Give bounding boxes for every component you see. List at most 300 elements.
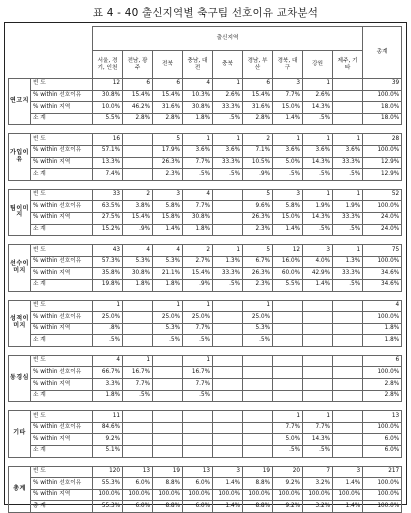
value-cell: 26.3% xyxy=(153,157,183,169)
value-cell xyxy=(183,434,213,446)
total-cell: 2.8% xyxy=(363,379,402,391)
value-cell xyxy=(213,335,243,347)
group-spacer xyxy=(9,180,402,189)
group-spacer xyxy=(9,402,402,411)
value-cell xyxy=(123,335,153,347)
value-cell: 1.4% xyxy=(333,478,363,490)
table-row xyxy=(9,367,402,379)
total-cell: 13 xyxy=(363,411,402,423)
value-cell: 8.8% xyxy=(243,478,273,490)
value-cell: 13.3% xyxy=(93,157,123,169)
value-cell: 10.0% xyxy=(93,102,123,114)
value-cell: 100.0% xyxy=(213,489,243,501)
value-cell xyxy=(153,446,183,458)
value-cell xyxy=(243,446,273,458)
value-cell: .5% xyxy=(183,390,213,402)
value-cell: 7.7% xyxy=(273,90,303,102)
value-cell: 5.8% xyxy=(153,201,183,213)
row-label: 소 계 xyxy=(31,390,93,402)
value-cell xyxy=(123,134,153,146)
value-cell: 3 xyxy=(333,466,363,478)
value-cell xyxy=(273,367,303,379)
value-cell: 5 xyxy=(153,134,183,146)
group-label: 팀이미지 xyxy=(9,189,31,235)
value-cell: .5% xyxy=(213,169,243,181)
value-cell: 7.7% xyxy=(123,379,153,391)
value-cell: 8.8% xyxy=(153,501,183,513)
total-column-header: 총계 xyxy=(363,27,402,79)
value-cell: 1 xyxy=(183,355,213,367)
row-label: % within 선호이유 xyxy=(31,422,93,434)
value-cell: 15.4% xyxy=(123,212,153,224)
table-row xyxy=(9,312,402,324)
value-cell: 2.8% xyxy=(123,113,153,125)
value-cell xyxy=(273,300,303,312)
value-cell xyxy=(273,312,303,324)
total-cell: 1.8% xyxy=(363,323,402,335)
value-cell xyxy=(123,434,153,446)
value-cell xyxy=(273,379,303,391)
table-row xyxy=(9,145,402,157)
value-cell: 15.2% xyxy=(93,224,123,236)
value-cell: 7.7% xyxy=(303,422,333,434)
value-cell xyxy=(333,379,363,391)
row-label: 빈 도 xyxy=(31,189,93,201)
value-cell xyxy=(213,201,243,213)
value-cell: .5% xyxy=(93,335,123,347)
value-cell: .5% xyxy=(333,169,363,181)
value-cell: 19 xyxy=(243,466,273,478)
crosstab-table xyxy=(8,26,402,513)
total-cell: 100.0% xyxy=(363,201,402,213)
total-cell: 217 xyxy=(363,466,402,478)
value-cell xyxy=(243,379,273,391)
value-cell: 14.3% xyxy=(303,102,333,114)
value-cell xyxy=(333,411,363,423)
value-cell: 1 xyxy=(303,79,333,91)
value-cell: 120 xyxy=(93,466,123,478)
value-cell: 1 xyxy=(213,245,243,257)
table-row xyxy=(9,224,402,236)
table-row xyxy=(9,466,402,478)
value-cell: 2.3% xyxy=(153,169,183,181)
value-cell: 33.3% xyxy=(213,102,243,114)
value-cell xyxy=(333,102,363,114)
value-cell: 7.7% xyxy=(183,157,213,169)
value-cell xyxy=(303,335,333,347)
group-spacer xyxy=(9,346,402,355)
value-cell: .5% xyxy=(273,169,303,181)
value-cell: 1 xyxy=(123,355,153,367)
value-cell: 21.1% xyxy=(153,268,183,280)
value-cell xyxy=(243,390,273,402)
table-row xyxy=(9,90,402,102)
value-cell: 4 xyxy=(153,245,183,257)
value-cell: 1.3% xyxy=(213,256,243,268)
value-cell: 43 xyxy=(93,245,123,257)
value-cell: 1.8% xyxy=(123,279,153,291)
value-cell: 1 xyxy=(243,300,273,312)
value-cell: 15.0% xyxy=(273,102,303,114)
total-cell: 100.0% xyxy=(363,489,402,501)
value-cell: 1.4% xyxy=(153,224,183,236)
value-cell xyxy=(213,367,243,379)
value-cell xyxy=(213,422,243,434)
value-cell: 3.6% xyxy=(333,145,363,157)
table-row xyxy=(9,134,402,146)
total-cell: 100.0% xyxy=(363,422,402,434)
table-row xyxy=(9,201,402,213)
value-cell: 33 xyxy=(93,189,123,201)
value-cell: 33.3% xyxy=(333,212,363,224)
region-header-5: 경남, 부산 xyxy=(243,51,273,79)
value-cell: 2 xyxy=(243,134,273,146)
total-cell: 12.9% xyxy=(363,169,402,181)
value-cell xyxy=(243,367,273,379)
spacer-cell xyxy=(9,180,402,189)
value-cell: 57.1% xyxy=(93,145,123,157)
value-cell: 1.9% xyxy=(303,201,333,213)
value-cell: 57.3% xyxy=(93,256,123,268)
value-cell: 13 xyxy=(123,466,153,478)
value-cell: 19.8% xyxy=(93,279,123,291)
value-cell: 33.3% xyxy=(333,268,363,280)
total-cell: 18.0% xyxy=(363,113,402,125)
value-cell: 5.5% xyxy=(93,113,123,125)
value-cell xyxy=(333,312,363,324)
value-cell xyxy=(123,422,153,434)
value-cell xyxy=(123,312,153,324)
region-header-0: 서울, 경기, 인천 xyxy=(93,51,123,79)
corner-cell xyxy=(9,27,93,79)
value-cell: 1.4% xyxy=(213,501,243,513)
row-label: 소 계 xyxy=(31,335,93,347)
value-cell: 5.8% xyxy=(273,201,303,213)
value-cell: 26.3% xyxy=(243,212,273,224)
total-cell: 100.0% xyxy=(363,256,402,268)
table-row xyxy=(9,422,402,434)
table-row xyxy=(9,189,402,201)
total-cell: 4 xyxy=(363,300,402,312)
value-cell xyxy=(213,323,243,335)
value-cell: 1 xyxy=(333,134,363,146)
value-cell: 1 xyxy=(183,300,213,312)
value-cell xyxy=(303,367,333,379)
value-cell xyxy=(303,390,333,402)
value-cell xyxy=(123,169,153,181)
group-spacer xyxy=(9,236,402,245)
value-cell: 3.2% xyxy=(303,501,333,513)
value-cell: 3.8% xyxy=(123,201,153,213)
value-cell xyxy=(303,355,333,367)
value-cell xyxy=(333,300,363,312)
value-cell: 12 xyxy=(273,245,303,257)
value-cell: .5% xyxy=(183,335,213,347)
value-cell xyxy=(213,300,243,312)
value-cell xyxy=(333,355,363,367)
row-label: 소 계 xyxy=(31,224,93,236)
value-cell xyxy=(333,113,363,125)
value-cell: 4 xyxy=(93,355,123,367)
row-label: 소 계 xyxy=(31,446,93,458)
value-cell: 13 xyxy=(183,466,213,478)
value-cell: 5.5% xyxy=(273,279,303,291)
row-label: % within 지역 xyxy=(31,102,93,114)
value-cell: 5.0% xyxy=(273,157,303,169)
value-cell: 3.6% xyxy=(213,145,243,157)
value-cell xyxy=(213,434,243,446)
value-cell: .5% xyxy=(153,335,183,347)
table-row xyxy=(9,212,402,224)
total-cell: 100.0% xyxy=(363,312,402,324)
value-cell xyxy=(333,367,363,379)
table-row xyxy=(9,169,402,181)
value-cell: .5% xyxy=(333,279,363,291)
spacer-cell xyxy=(9,457,402,466)
region-header-6: 경북, 대구 xyxy=(273,51,303,79)
value-cell: 25.0% xyxy=(183,312,213,324)
value-cell xyxy=(243,422,273,434)
value-cell xyxy=(303,379,333,391)
table-row xyxy=(9,335,402,347)
table-row xyxy=(9,245,402,257)
value-cell: 5.0% xyxy=(273,434,303,446)
value-cell xyxy=(333,422,363,434)
value-cell: 6.7% xyxy=(243,256,273,268)
total-cell: 1.8% xyxy=(363,335,402,347)
region-header-7: 강원 xyxy=(303,51,333,79)
value-cell: .5% xyxy=(303,446,333,458)
value-cell: 1 xyxy=(333,245,363,257)
value-cell xyxy=(183,411,213,423)
value-cell xyxy=(213,355,243,367)
value-cell: 33.3% xyxy=(333,157,363,169)
value-cell: .8% xyxy=(93,323,123,335)
table-row xyxy=(9,478,402,490)
table-row xyxy=(9,300,402,312)
value-cell: 1.4% xyxy=(273,224,303,236)
row-label: % within 지역 xyxy=(31,379,93,391)
value-cell: 7.4% xyxy=(93,169,123,181)
value-cell xyxy=(213,390,243,402)
value-cell xyxy=(183,446,213,458)
value-cell xyxy=(213,312,243,324)
table-row xyxy=(9,355,402,367)
value-cell: 1.8% xyxy=(153,279,183,291)
region-header-8: 제주, 기타 xyxy=(333,51,363,79)
value-cell: 3.3% xyxy=(93,379,123,391)
value-cell: 100.0% xyxy=(243,489,273,501)
value-cell xyxy=(273,390,303,402)
spacer-cell xyxy=(9,236,402,245)
value-cell: 4.0% xyxy=(303,256,333,268)
value-cell: .5% xyxy=(303,169,333,181)
value-cell: 25.0% xyxy=(93,312,123,324)
total-cell: 100.0% xyxy=(363,478,402,490)
value-cell: 1.4% xyxy=(213,478,243,490)
value-cell xyxy=(333,335,363,347)
total-cell: 6 xyxy=(363,355,402,367)
value-cell: 60.0% xyxy=(273,268,303,280)
value-cell: 12 xyxy=(93,79,123,91)
value-cell xyxy=(273,323,303,335)
value-cell xyxy=(123,411,153,423)
value-cell: 3 xyxy=(273,79,303,91)
value-cell xyxy=(333,79,363,91)
value-cell xyxy=(213,212,243,224)
value-cell: 1 xyxy=(333,189,363,201)
value-cell: 1 xyxy=(303,411,333,423)
row-label: % within 선호이유 xyxy=(31,201,93,213)
value-cell xyxy=(123,157,153,169)
table-row xyxy=(9,157,402,169)
value-cell xyxy=(213,411,243,423)
value-cell xyxy=(153,355,183,367)
value-cell: 3 xyxy=(273,189,303,201)
value-cell: 2.8% xyxy=(153,113,183,125)
table-title: 표 4 - 40 출신지역별 축구팀 선호이유 교차분석 xyxy=(92,7,319,19)
value-cell xyxy=(213,224,243,236)
value-cell: 7.7% xyxy=(273,422,303,434)
value-cell xyxy=(243,434,273,446)
total-cell: 100.0% xyxy=(363,90,402,102)
value-cell: 1.9% xyxy=(333,201,363,213)
row-label: 소 계 xyxy=(31,279,93,291)
value-cell: 9.2% xyxy=(273,501,303,513)
value-cell xyxy=(183,422,213,434)
value-cell: 7.7% xyxy=(183,323,213,335)
value-cell xyxy=(303,312,333,324)
value-cell: .5% xyxy=(333,224,363,236)
value-cell: 11 xyxy=(93,411,123,423)
value-cell: 3.2% xyxy=(303,478,333,490)
total-cell: 6.0% xyxy=(363,446,402,458)
value-cell: 1 xyxy=(303,134,333,146)
group-label: 선수이미지 xyxy=(9,245,31,291)
value-cell xyxy=(303,300,333,312)
value-cell: 100.0% xyxy=(303,489,333,501)
value-cell: 30.8% xyxy=(93,90,123,102)
value-cell: .5% xyxy=(123,390,153,402)
table-row xyxy=(9,323,402,335)
value-cell: 2.8% xyxy=(243,113,273,125)
group-label: 연고지 xyxy=(9,79,31,125)
table-row xyxy=(9,113,402,125)
value-cell: 55.3% xyxy=(93,478,123,490)
group-spacer xyxy=(9,125,402,134)
value-cell: 1.8% xyxy=(93,390,123,402)
table-row xyxy=(9,501,402,513)
value-cell: .5% xyxy=(303,113,333,125)
value-cell: 14.3% xyxy=(303,212,333,224)
value-cell: 8.8% xyxy=(243,501,273,513)
value-cell: 2.7% xyxy=(183,256,213,268)
value-cell: 16 xyxy=(93,134,123,146)
group-label: 기타 xyxy=(9,411,31,457)
value-cell: 46.2% xyxy=(123,102,153,114)
value-cell: 17.9% xyxy=(153,145,183,157)
region-group-header: 출신지역 xyxy=(93,27,363,51)
value-cell: 6 xyxy=(243,79,273,91)
total-cell: 6.0% xyxy=(363,434,402,446)
value-cell: 1 xyxy=(273,134,303,146)
region-header-2: 전북 xyxy=(153,51,183,79)
table-row xyxy=(9,102,402,114)
value-cell: 6.0% xyxy=(183,501,213,513)
value-cell: 2.6% xyxy=(303,90,333,102)
value-cell: 9.2% xyxy=(273,478,303,490)
row-label: 빈 도 xyxy=(31,355,93,367)
row-label: % within 지역 xyxy=(31,489,93,501)
value-cell: 15.0% xyxy=(273,212,303,224)
row-label: 빈 도 xyxy=(31,134,93,146)
value-cell: 2 xyxy=(123,189,153,201)
row-label: % within 선호이유 xyxy=(31,90,93,102)
value-cell: 14.3% xyxy=(303,434,333,446)
value-cell xyxy=(153,434,183,446)
value-cell: 1 xyxy=(93,300,123,312)
value-cell: 63.5% xyxy=(93,201,123,213)
value-cell xyxy=(153,411,183,423)
total-cell: 34.6% xyxy=(363,268,402,280)
value-cell: 100.0% xyxy=(93,489,123,501)
value-cell: 33.3% xyxy=(213,268,243,280)
value-cell: 1.8% xyxy=(183,224,213,236)
value-cell: 2.3% xyxy=(243,224,273,236)
total-cell: 12.9% xyxy=(363,157,402,169)
value-cell: 4 xyxy=(123,245,153,257)
value-cell xyxy=(213,379,243,391)
value-cell: 10.3% xyxy=(183,90,213,102)
value-cell xyxy=(153,379,183,391)
total-cell: 75 xyxy=(363,245,402,257)
value-cell: 7 xyxy=(303,466,333,478)
value-cell xyxy=(153,422,183,434)
value-cell: 2.3% xyxy=(243,279,273,291)
value-cell: 100.0% xyxy=(333,489,363,501)
region-header-1: 전남, 광주 xyxy=(123,51,153,79)
row-label: % within 선호이유 xyxy=(31,312,93,324)
value-cell xyxy=(333,446,363,458)
value-cell xyxy=(273,355,303,367)
value-cell: 5 xyxy=(243,189,273,201)
total-cell: 24.0% xyxy=(363,224,402,236)
table-row xyxy=(9,268,402,280)
value-cell xyxy=(123,300,153,312)
value-cell: .5% xyxy=(213,113,243,125)
group-label: 가입이유 xyxy=(9,134,31,180)
value-cell: 25.0% xyxy=(153,312,183,324)
value-cell xyxy=(273,335,303,347)
value-cell: 3 xyxy=(213,466,243,478)
region-header-3: 충남, 대전 xyxy=(183,51,213,79)
value-cell: .9% xyxy=(243,169,273,181)
total-cell: 34.6% xyxy=(363,279,402,291)
value-cell: 9.6% xyxy=(243,201,273,213)
value-cell: 30.8% xyxy=(183,212,213,224)
value-cell: 16.7% xyxy=(183,367,213,379)
value-cell: 1.8% xyxy=(183,113,213,125)
value-cell: 6 xyxy=(123,79,153,91)
value-cell: 66.7% xyxy=(93,367,123,379)
table-row xyxy=(9,434,402,446)
value-cell: 1 xyxy=(213,134,243,146)
table-row xyxy=(9,379,402,391)
value-cell: .5% xyxy=(213,279,243,291)
value-cell: 3 xyxy=(303,245,333,257)
value-cell: 4 xyxy=(183,189,213,201)
value-cell: 15.4% xyxy=(123,90,153,102)
